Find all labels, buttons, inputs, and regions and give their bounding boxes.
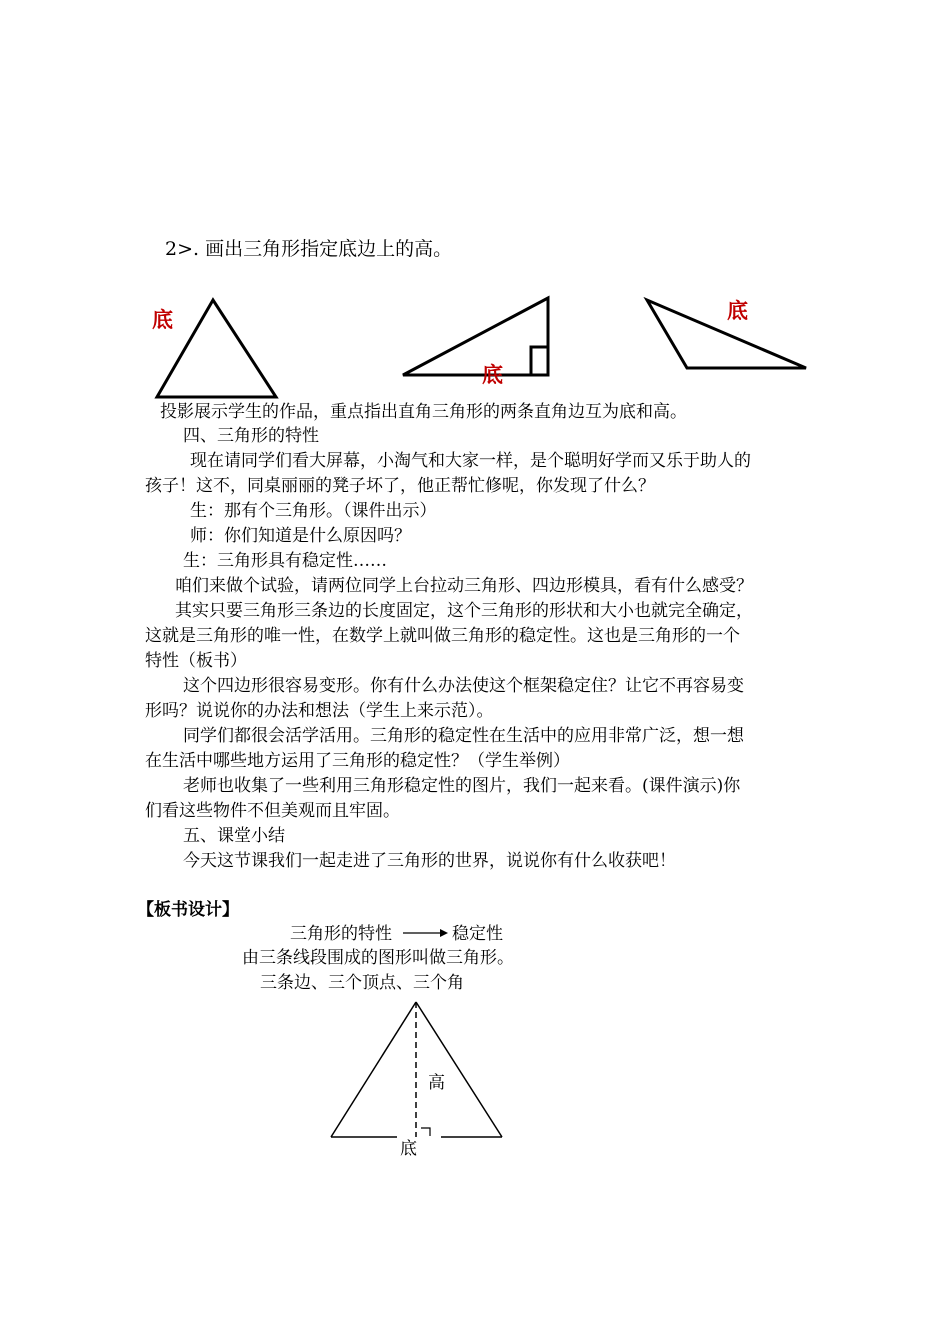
board-triangle-left-side — [331, 1002, 416, 1137]
right-angle-mark — [531, 347, 548, 375]
paragraph-line: 现在请同学们看大屏幕，小淘气和大家一样，是个聪明好学而又乐于助人的 — [190, 451, 751, 471]
section-heading: 五、课堂小结 — [183, 826, 285, 846]
board-line1-right: 稳定性 — [452, 924, 503, 944]
paragraph-line: 生：三角形具有稳定性…… — [183, 551, 387, 571]
board-line1-left: 三角形的特性 — [290, 924, 392, 944]
paragraph-line: 生：那有个三角形。（课件出示） — [190, 501, 437, 521]
paragraph-line: 形吗？说说你的办法和想法（学生上来示范）。 — [145, 701, 494, 721]
base-label-obtuse: 底 — [727, 299, 748, 323]
acute-triangle — [157, 300, 276, 397]
paragraph-line: 这就是三角形的唯一性，在数学上就叫做三角形的稳定性。这也是三角形的一个 — [145, 626, 740, 646]
height-label: 高 — [428, 1073, 445, 1093]
paragraph-line: 孩子！这不，同桌丽丽的凳子坏了，他正帮忙修呢，你发现了什么？ — [145, 476, 655, 496]
paragraph-line: 咱们来做个试验，请两位同学上台拉动三角形、四边形模具，看有什么感受？ — [175, 576, 753, 596]
base-label-acute: 底 — [152, 308, 173, 332]
paragraph-line: 这个四边形很容易变形。你有什么办法使这个框架稳定住？让它不再容易变 — [183, 676, 744, 696]
base-label-right: 底 — [482, 363, 503, 387]
base-label-board: 底 — [400, 1139, 417, 1159]
paragraph-line: 其实只要三角形三条边的长度固定，这个三角形的形状和大小也就完全确定， — [175, 601, 753, 621]
paragraph-line: 同学们都很会活学活用。三角形的稳定性在生活中的应用非常广泛，想一想 — [183, 726, 744, 746]
paragraph-line: 特性（板书） — [145, 651, 247, 671]
board-heading: 【板书设计】 — [137, 900, 239, 920]
board-elements: 三条边、三个顶点、三个角 — [260, 973, 464, 993]
paragraph-line: 今天这节课我们一起走进了三角形的世界，说说你有什么收获吧！ — [183, 851, 676, 871]
paragraph-line: 老师也收集了一些利用三角形稳定性的图片，我们一起来看。(课件演示)你 — [183, 776, 741, 796]
paragraph-line: 师：你们知道是什么原因吗？ — [190, 526, 411, 546]
board-right-angle-mark — [421, 1128, 430, 1136]
paragraph-line: 投影展示学生的作品，重点指出直角三角形的两条直角边互为底和高。 — [160, 402, 687, 422]
exercise-title: 2>. 画出三角形指定底边上的高。 — [165, 238, 453, 260]
board-definition: 由三条线段围成的图形叫做三角形。 — [242, 948, 514, 968]
paragraph-line: 在生活中哪些地方运用了三角形的稳定性？（学生举例） — [145, 751, 570, 771]
paragraph-line: 们看这些物件不但美观而且牢固。 — [145, 801, 400, 821]
arrow-head-icon — [440, 929, 448, 937]
section-heading: 四、三角形的特性 — [183, 426, 319, 446]
right-triangle — [403, 298, 548, 375]
